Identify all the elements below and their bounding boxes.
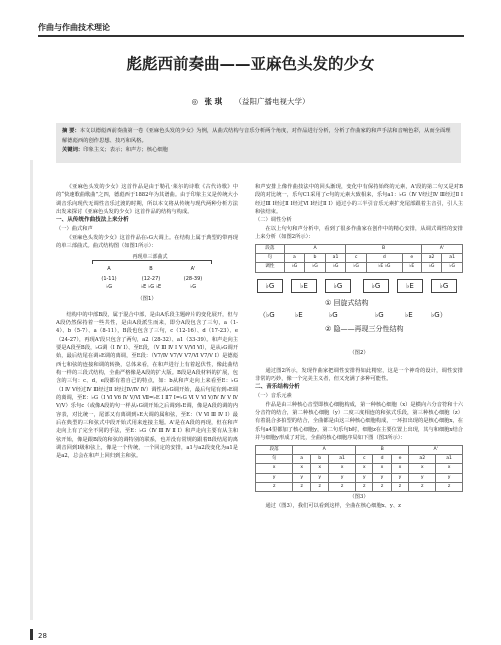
key-sequence: （♭G (259, 310, 275, 319)
figure-2-tonal-diagram (255, 277, 463, 365)
table-cell: z (373, 482, 391, 491)
table-cell: y (373, 473, 391, 482)
table-cell: a1 (442, 253, 463, 262)
page-number-bar (30, 629, 33, 640)
table-cell: x (436, 464, 463, 473)
table-cell: b (311, 454, 329, 463)
section-label: A (107, 265, 111, 272)
left-column (56, 183, 238, 623)
article-title: 彪彪西前奏曲——亚麻色头发的少女 (126, 55, 375, 73)
table-cell: a1 (436, 454, 463, 463)
key-box: ♭E (291, 279, 317, 293)
table-cell: y (355, 473, 372, 482)
table-row (256, 244, 463, 253)
figure-caption: （图2） (349, 349, 369, 356)
table-cell: A' (421, 244, 462, 253)
author-name: 张 琪 (204, 97, 223, 106)
author-symbol: ◎ (191, 97, 199, 106)
paragraph: 《亚麻色头发的少女》这首作品在♭G大调上。在结构上属于典型的带再现的单三部曲式。曲式结构图（如图1所示）： (56, 234, 238, 250)
table-cell: b (305, 253, 326, 262)
table-cell: a2 (409, 454, 436, 463)
table-cell: x (391, 464, 409, 473)
table-cell: x (355, 464, 372, 473)
motif-table (255, 445, 463, 493)
keywords-line (62, 146, 455, 156)
table-cell: a1 (325, 253, 346, 262)
table-cell: ♭G (421, 263, 442, 272)
key-label: ♭G (105, 283, 113, 290)
table-cell: x (256, 464, 293, 473)
margin-shade (30, 160, 33, 620)
key-label: ♭G (189, 283, 197, 290)
table-cell: y (391, 473, 409, 482)
table-cell: z (256, 482, 293, 491)
paragraph: 通过图2所示，发现作曲家把调性安排得如此精密，这是一个神奇的设计，调性安排非常的巧妙，像一个完美主义者，但又充满了多种可能性。 (255, 367, 463, 382)
table-cell: 句 (256, 253, 285, 262)
diagram-label: ① 回旋式结构 (325, 298, 369, 307)
diagram-label: ② 隐——再现三分性结构 (325, 324, 404, 333)
table-cell: 调性 (256, 263, 285, 272)
subsection-heading: （二）调性分析 (255, 217, 292, 224)
key-box: ♭G (257, 279, 283, 293)
table-cell: a1 (329, 454, 356, 463)
paragraph: 和声安排上像作曲技法中的回头渐现，变化中有保持始终的元素，A'段的第二句又是对B段的对比统一，乐句C1采用了c句的元素大致相来，乐句a1：♭G（Ⅳ V经过Ⅳ Ⅲ经过Ⅱ Ⅰ经过Ⅲ Ⅰ经过Ⅱ Ⅰ经过Ⅵ Ⅰ经过Ⅱ Ⅰ）通过小的三半引音乐元素扩充尾部跟着主音引，引人主和弦结束。 (255, 184, 463, 216)
table-cell: a (284, 253, 305, 262)
table-cell: x (373, 464, 391, 473)
measure-range: (1-11) (101, 275, 117, 282)
table-row (256, 445, 463, 454)
table-cell: A (284, 244, 346, 253)
table-cell: e (402, 253, 421, 262)
key-box: ♭G (325, 279, 351, 293)
table-cell: z (329, 482, 356, 491)
figure-caption: （图3） (349, 494, 369, 501)
section-label: A' (190, 265, 196, 272)
table-row (256, 263, 463, 272)
key-box: ♭G (431, 279, 457, 293)
keywords-label: 关键词： (62, 147, 84, 154)
table-cell: ♭G (442, 263, 463, 272)
abstract-text (62, 127, 455, 146)
form-label: 再现单三部曲式 (132, 253, 168, 260)
table-cell: y (311, 473, 329, 482)
table-cell: z (355, 482, 372, 491)
key-sequence: ♭G (329, 310, 338, 319)
table-cell: y (329, 473, 356, 482)
table-cell: ♭G (325, 263, 346, 272)
table-cell: ♭G (305, 263, 326, 272)
figure-caption: （图1） (137, 295, 157, 302)
table-cell: A' (409, 445, 463, 454)
paragraph: 作品是由三种核心音型即核心细胞构成，第一种核心细胞（x）是横向六分音符和十六分音符的结合，第二种核心细胞（y）二度三度相连的和弦式乐段，第三种核心细胞（z）有着混合多拍型的结合，全曲都是由这三种核心细胞构成，一环扣出现的是核心细胞x，在乐句a4里都加了核心细胞y，第二句乐句b时，细胞z在主要位置上出现，其与和细胞x结合并与细胞y形成了对比，全曲的核心细胞序局如下图（图3所示）： (255, 401, 463, 442)
table-cell: y (256, 473, 293, 482)
paragraph: 结构中的中部B段，属于混合中部，是由A乐段主题碎片的变化展开，但与A段仍然保持着一些共性，是由A段派生而来，即分A段包含了三句，a（1-4）、b（5-7）、a（8-11），B段也包含了三句，c（12-16）、d（17-23）、e（24-27），再现A'段只包含了两句，a2（28-32）、a1（33-39）。和声走向主要是A段至B段，♭G调（Ⅰ Ⅳ Ⅰ）、至E段，（V Ⅲ Ⅳ Ⅰ Ⅴ V/Ⅵ Ⅵ），是从♭G调开始，最后结尾在调♭E调的离调，至E段：（V7/Ⅳ V7/V V7/Ⅵ V7/V Ⅰ）是德彪西七和弦的连接和调的转换，总体来看，在和声进行上有着起伏性，像此曲结构一样的三段式结构，全曲严格像是A段的扩大版。B段是A段材料的扩展，包含的三句：c、d，e段都有着自己的特点，如：b从和声走向上来看至E：♭G（Ⅰ Ⅳ Ⅴ经过Ⅳ Ⅲ经过Ⅱ Ⅰ经过Ⅳ/Ⅳ Ⅳ）调性从♭G调开始，最后句尾有到♭E调的离调，至E：♭G（Ⅰ Ⅵ V6 Ⅳ V/Ⅵ Ⅶ=♭E Ⅰ Ⅱ7 Ⅰ=♭G Ⅵ V Ⅵ V/Ⅳ Ⅳ V Ⅳ V/Ⅴ）乐句c（或像A段的句一样从♭G调开始之后调到♭E调，像是A段的调的内容表，对比统一，尾部又有离调到♭E大调的属和弦，至E：（V Ⅵ Ⅲ Ⅳ Ⅰ）最后在典型的三和弦式中段开始式用来连接主题。A'是在A段的再现，但在和声走向上有了完全不同的手法，至E：♭G（Ⅳ Ⅲ Ⅳ Ⅱ Ⅰ）和声走向主要有从主和弦开始，像是跟B段的和弦的调特别的联系，也并没有常规的跟着B段结尾的离调音回到Ⅰ级和弦上，像是一个传统，一个回定的安排，a1与a2段变化为a1是是a2，总会在和声上回归到主和弦。 (56, 311, 238, 460)
abstract-body: 本文以德彪西前奏曲第一卷《亚麻色头发的少女》为例，从曲式结构与音乐分析两个角度，对作品进行分析，分析了作曲家的和声手法和音响色彩，从而全面理解德彪西的创作思想、技巧和风格。 (62, 128, 451, 144)
section-heading: 一、从传统作曲技法上来分析 (56, 217, 129, 224)
subsection-heading: （一）音乐元素 (255, 393, 292, 400)
table-row (256, 464, 463, 473)
table-cell: B (346, 244, 421, 253)
paragraph: 《亚麻色头发的少女》这首作品是由于勒孔·莱尔的诗歌《古代诗歌》中的“快速歌曲歌曲”之四，德彪西于1882年为其谱曲。由于印象主义是传统大小调音乐向现代无调性音乐过渡的时期，所以本文将从传统与现代两种分析方法出发来探讨《亚麻色头发的少女》这首作品的结构与构成。 (56, 184, 238, 216)
key-sequence: ♭G） (431, 310, 447, 319)
paragraph: 通过（图3），我们可以看到这样，全曲在核心细胞x、y、z (265, 502, 401, 509)
table-cell: y (436, 473, 463, 482)
key-sequence: ♭G (375, 310, 384, 319)
keywords-body: 印象主义；表示；和声方；核心细胞 (83, 147, 168, 154)
section-heading: 二、音乐结构分析 (255, 384, 300, 391)
table-cell: B (355, 445, 408, 454)
table-row (256, 473, 463, 482)
table-cell: d (373, 454, 391, 463)
table-cell: ♭G (284, 263, 305, 272)
table-cell: A (293, 445, 356, 454)
measure-range: (28-39) (183, 275, 203, 282)
table-cell: x (329, 464, 356, 473)
table-cell: z (293, 482, 311, 491)
table-cell: y (409, 473, 436, 482)
abstract-label: 摘 要： (62, 128, 80, 134)
table-cell: c (346, 253, 367, 262)
right-column (255, 183, 463, 623)
table-cell: e (391, 454, 409, 463)
table-cell: z (391, 482, 409, 491)
table-cell: c (355, 454, 372, 463)
table-cell: ♭G (346, 263, 367, 272)
table-cell: y (293, 473, 311, 482)
table-cell: a2 (421, 253, 442, 262)
table-row (256, 253, 463, 262)
tonality-table (255, 244, 463, 273)
author-line (0, 96, 501, 107)
key-box: ♭G (363, 279, 389, 293)
section-label: B (149, 265, 153, 272)
table-cell: z (409, 482, 436, 491)
table-cell: 段落 (256, 244, 285, 253)
paragraph: 在以上句句和声分析中，看到了很多作曲家在创作中的精心安排，从调式调性的安排上来分析（如图2所示）： (255, 225, 463, 241)
table-cell: z (311, 482, 329, 491)
page-number: 28 (38, 632, 47, 640)
table-cell: ♭E ♭G (366, 263, 402, 272)
header-rule (38, 35, 464, 37)
table-row (256, 454, 463, 463)
table-cell: x (409, 464, 436, 473)
measure-range: (12-27) (141, 275, 161, 282)
table-cell: 句 (256, 454, 293, 463)
table-cell: x (293, 464, 311, 473)
author-affiliation: （益阳广播电视大学） (234, 97, 310, 106)
key-box: ♭E (397, 279, 423, 293)
table-cell: 段落 (256, 445, 293, 454)
key-label: ♭E ♭G ♭E (140, 283, 162, 290)
running-header: 作曲与作曲技术理论 (38, 23, 110, 32)
form-bracket (92, 260, 212, 264)
table-cell: a (293, 454, 311, 463)
table-cell: ♭E (402, 263, 421, 272)
abstract-box (56, 123, 461, 163)
key-sequence: ♭E (405, 310, 413, 319)
key-sequence: ♭E (295, 310, 303, 319)
figure-1-form-diagram (56, 253, 238, 309)
table-cell: x (311, 464, 329, 473)
table-row (256, 482, 463, 491)
table-cell: z (436, 482, 463, 491)
table-cell: d (366, 253, 402, 262)
subsection-heading: （一）曲式和声 (56, 226, 93, 233)
